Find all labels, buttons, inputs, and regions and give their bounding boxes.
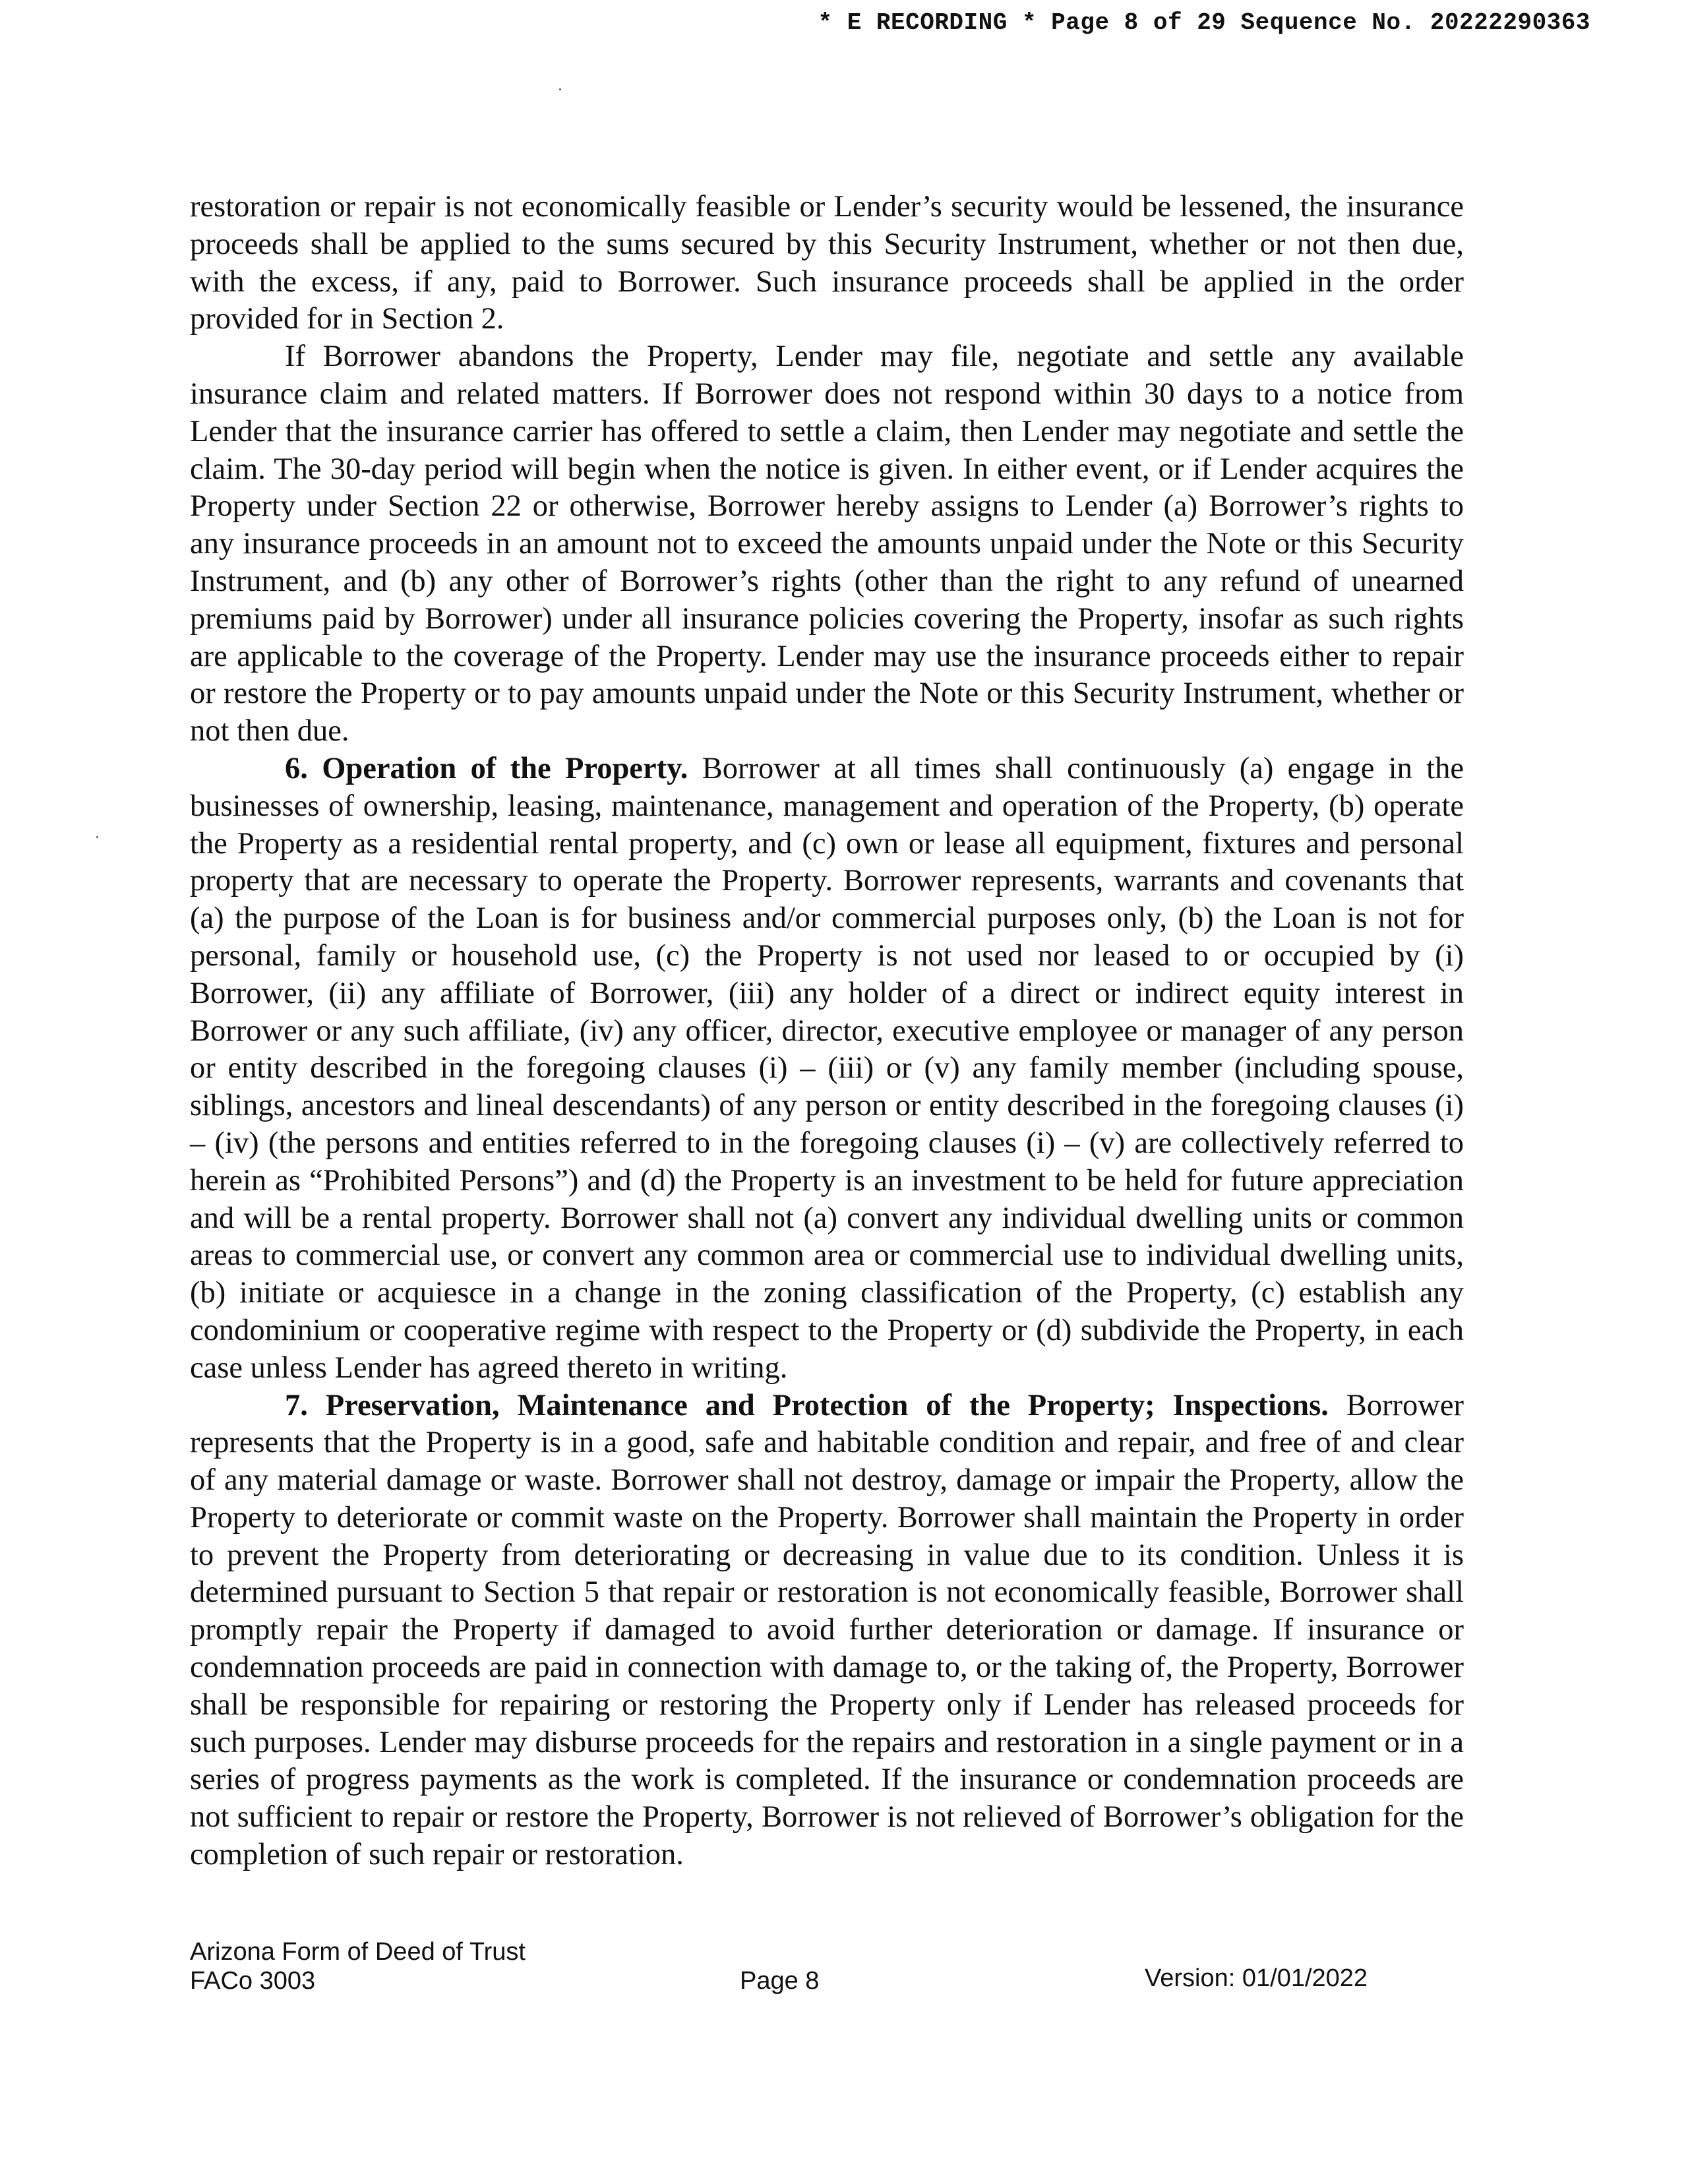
- recording-stamp: * E RECORDING * Page 8 of 29 Sequence No. 20222290363: [818, 9, 1590, 36]
- footer-form-code: FACo 3003: [190, 1967, 316, 1995]
- footer-page-number: Page 8: [740, 1967, 820, 1995]
- paragraph-abandonment: If Borrower abandons the Property, Lender may file, negotiate and settle any available insurance claim and related matters. If Borrower does not respond within 30 days to a notice from Lender that the insurance carrier has offered to settle a claim, then Lender may negotiate and settle the claim. The 30-day period will begin when the notice is given. In either event, or if Lender acquires the Property under Section 22 or otherwise, Borrower hereby assigns to Lender (a) Borrower’s rights to any insurance proceeds in an amount not to exceed the amounts unpaid under the Note or this Security Instrument, and (b) any other of Borrower’s rights (other than the right to any refund of unearned premiums paid by Borrower) under all insurance policies covering the Property, insofar as such rights are applicable to the coverage of the Property. Lender may use the insurance proceeds either to repair or restore the Property or to pay amounts unpaid under the Note or this Security Instrument, whether or not then due.: [190, 340, 1464, 748]
- section-7-heading: 7. Preservation, Maintenance and Protection of the Property; Inspections.: [285, 1388, 1329, 1422]
- section-7-preservation: [190, 1387, 1464, 1874]
- footer-version: Version: 01/01/2022: [1145, 1964, 1368, 1992]
- footer-form-name: Arizona Form of Deed of Trust: [190, 1938, 526, 1966]
- paragraph-continuation: restoration or repair is not economically feasible or Lender’s security would be lessened, the insurance proceeds shall be applied to the sums secured by this Security Instrument, whether or not then due, with the excess, if any, paid to Borrower. Such insurance proceeds shall be applied in the order provided for in Section 2.: [190, 190, 1464, 336]
- section-6-operation: [190, 750, 1464, 1387]
- section-6-text: Borrower at all times shall continuously (a) engage in the businesses of ownership, leasing, maintenance, management and operation of the Property, (b) operate the Property as a residential rental property, and (c) own or lease all equipment, fixtures and personal property that are necessary to operate the Property. Borrower represents, warrants and covenants that (a) the purpose of the Loan is for business and/or commercial purposes only, (b) the Loan is not for personal, family or household use, (c) the Property is not used nor leased to or occupied by (i) Borrower, (ii) any affiliate of Borrower, (iii) any holder of a direct or indirect equity interest in Borrower or any such affiliate, (iv) any officer, director, executive employee or manager of any person or entity described in the foregoing clauses (i) – (iii) or (v) any family member (including spouse, siblings, ancestors and lineal descendants) of any person or entity described in the foregoing clauses (i) – (iv) (the persons and entities referred to in the foregoing clauses (i) – (v) are collectively referred to herein as “Prohibited Persons”) and (d) the Property is an investment to be held for future appreciation and will be a rental property. Borrower shall not (a) convert any individual dwelling units or common areas to commercial use, or convert any common area or commercial use to individual dwelling units, (b) initiate or acquiesce in a change in the zoning classification of the Property, (c) establish any condominium or cooperative regime with respect to the Property or (d) subdivide the Property, in each case unless Lender has agreed thereto in writing.: [190, 751, 1464, 1385]
- footer-form-info: [190, 1937, 526, 1995]
- section-7-text: Borrower represents that the Property is in a good, safe and habitable condition and repair, and free of and clear of any material damage or waste. Borrower shall not destroy, damage or impair the Property, allow the Property to deteriorate or commit waste on the Property. Borrower shall maintain the Property in order to prevent the Property from deteriorating or decreasing in value due to its condition. Unless it is determined pursuant to Section 5 that repair or restoration is not economically feasible, Borrower shall promptly repair the Property if damaged to avoid further deterioration or damage. If insurance or condemnation proceeds are paid in connection with damage to, or the taking of, the Property, Borrower shall be responsible for repairing or restoring the Property only if Lender has released proceeds for such purposes. Lender may disburse proceeds for the repairs and restoration in a single payment or in a series of progress payments as the work is completed. If the insurance or condemnation proceeds are not sufficient to repair or restore the Property, Borrower is not relieved of Borrower’s obligation for the completion of such repair or restoration.: [190, 1388, 1464, 1872]
- scan-speck: [559, 88, 561, 90]
- section-6-heading: 6. Operation of the Property.: [285, 751, 688, 785]
- scan-speck: [96, 836, 98, 838]
- document-body: [190, 189, 1464, 1874]
